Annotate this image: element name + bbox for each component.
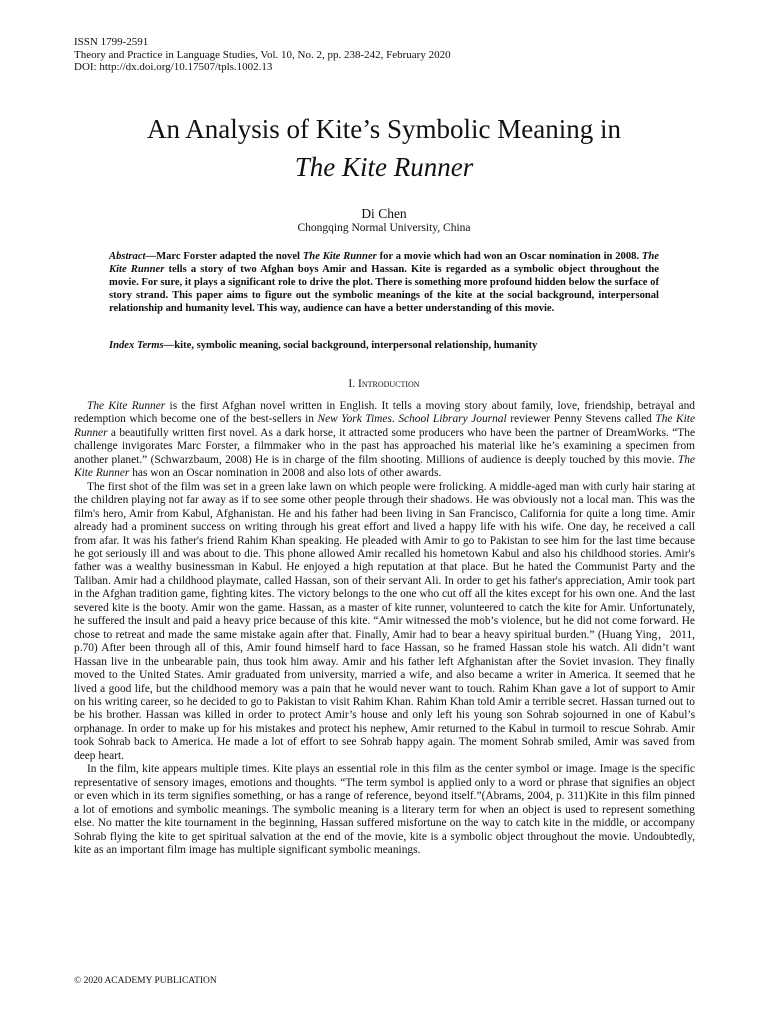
paragraph-2: The first shot of the film was set in a green lake lawn on which people were frolicking. A middle-aged man with curly hair staring at the children playing not far away as if to see some other people through their shadows. He was obviously not a local man. This was the film's hero, Amir from Kabul, Afghanistan. He and his father had been living in San Francisco, California for quite a long time. Amir already had a prominent success on writing through his great effort and lived a happy life with his wife. One day, he received a call from afar. It was his father's friend Rahim Khan speaking. He pleaded with Amir to go to Pakistan to see him for the last time because he got seriously ill and was about to die. This phone allowed Amir recalled his hometown Kabul and also his childhood stories. Amir's father was a wealthy businessman in Kabul. He enjoyed a high reputation at that place. But he hated the Communist Party and the Taliban. Amir had a childhood playmate, called Hassan, son of their servant Ali. In order to get his father's appreciation, Amir took part in the Afghan tradition game, fighting kites. The victory belongs to the one who cut off all the kites except for his own one. And the last severed kite is the booty. Amir won the game. Hassan, as a master of kite runner, volunteered to catch the kite for Amir. Unfortunately, he suffered the insult and paid a heavy price because of this kite. “Amir witnessed the mob’s violence, but he did not come forward. He chose to retreat and made the same mistake again after that. Finally, Amir had to bear a heavy spiritual burden.” (Huang Ying，2011, p.70) After been through all of this, Amir found himself hard to face Hassan, so he framed Hassan stole his watch. Ali didn’t want Hassan live in the unbearable pain, thus took him away. Amir and his father left Afghanistan after the Soviet invasion. They finally moved to the United States. Amir graduated from university, married a wife, and also became a writer in America. It seemed that he lived a good life, but the childhood memory was a pain that he would never want to touch. Rahim Khan gave a lot of support to Amir on his writing career, so he decided to go to Pakistan to visit Rahim Khan. Rahim Khan told Amir a terrible secret. Hassan turned out to be his brother. Hassan was killed in order to protect Amir’s house and only left his young son Sohrab sojourned in one of Kabul’s orphanage. In order to make up for his mistakes and protect his nephew, Amir returned to the Kabul in turmoil to rescue Sohrab. Amir took Sohrab back to America. He made a lot of effort to see Sohrab happy again. The moment Sohrab smiled, Amir was saved from deep heart. [74,480,695,762]
p1-journal-ref: School Library Journal [398,413,507,426]
index-terms-label: Index Terms [109,340,164,351]
abstract-text-3: tells a story of two Afghan boys Amir and Hassan. Kite is regarded as a symbolic object throughout the movie. For sure, it plays a significant role to drive the plot. There is something more profound hidden below the surface of story strand. This paper aims to figure out the symbolic meanings of the kite at the social background, interpersonal relationship and humanity level. This way, audience can have a better understanding of this movie. [109,264,659,315]
abstract-dash: — [145,251,157,262]
author-name: Di Chen [361,206,407,221]
journal-citation: Theory and Practice in Language Studies, Vol. 10, No. 2, pp. 238-242, February 2020 [74,48,451,61]
p1-text: has won an Oscar nomination in 2008 and also lots of other awards. [129,467,442,480]
p1-newspaper-ref: New York Times [317,413,392,426]
section-number: I. [348,378,358,390]
p1-text: reviewer Penny Stevens called [506,413,656,426]
p1-text: is the first Afghan novel written in English. It tells a moving story about family, love, friendship, betrayal and redemption which become one of the best-sellers in [74,400,696,426]
issn: ISSN 1799-2591 [74,36,149,48]
index-terms-text: —kite, symbolic meaning, social background, interpersonal relationship, humanity [163,340,538,351]
abstract-title-ref-2: The Kite Runner [109,251,659,276]
p1-title-ref: The Kite Runner [74,413,695,439]
doi-link[interactable]: DOI: http://dx.doi.org/10.17507/tpls.1002.13 [74,61,273,73]
abstract-text-2: for a movie which had won an Oscar nomination in 2008. [376,251,642,262]
paper-title-line-1: An Analysis of Kite’s Symbolic Meaning in [147,114,621,144]
body-text [74,400,695,857]
p1-title-ref: The Kite Runner [74,453,695,480]
index-terms [109,339,659,352]
p1-text: a beautifully written first novel. As a dark horse, it attracted some producers who have been the partner of DreamWorks. “The challenge invigorates Marc Forster, a filmmaker who in the past has approached his material like he’s examining a specimen from another planet.” (Schwarzbaum, 2008) He is in charge of the film shooting. Millions of audience is deeply touched by this movie. [74,426,695,466]
abstract-label: Abstract [109,251,146,262]
author-affiliation: Chongqing Normal University, China [297,222,471,234]
p1-text: . [391,413,399,426]
abstract-text-1: Marc Forster adapted the novel [156,251,303,262]
journal-header [74,36,451,74]
section-heading [0,378,768,390]
paragraph-1 [74,400,695,481]
abstract [109,250,659,315]
abstract-title-ref-1: The Kite Runner [302,251,377,262]
paper-title-line-2: The Kite Runner [294,152,474,182]
p1-title-ref: The Kite Runner [87,400,166,412]
paragraph-3: In the film, kite appears multiple times. Kite plays an essential role in this film as the center symbol or image. Image is the specific representative of sensory images, emotions and thoughts. “The term symbol is applied only to a word or phrase that signifies an object or even which in its term signifies something, or has a range of reference, beyond itself.”(Abrams, 2004, p. 311)Kite in this film pinned a lot of emotions and symbolic meanings. The symbolic meaning is a literary term for when an object is used to represent something else. No matter the kite tournament in the beginning, Hassan suffered misfortune on the way to catch kite in the middle, or accompany Sohrab flying the kite to get spiritual salvation at the end of the movie, kite is a symbolic object throughout the movie. Undoubtedly, kite as an important film image has multiple significant symbolic meanings. [74,763,695,856]
section-title: Introduction [357,378,420,390]
copyright-footer: © 2020 ACADEMY PUBLICATION [74,976,217,986]
